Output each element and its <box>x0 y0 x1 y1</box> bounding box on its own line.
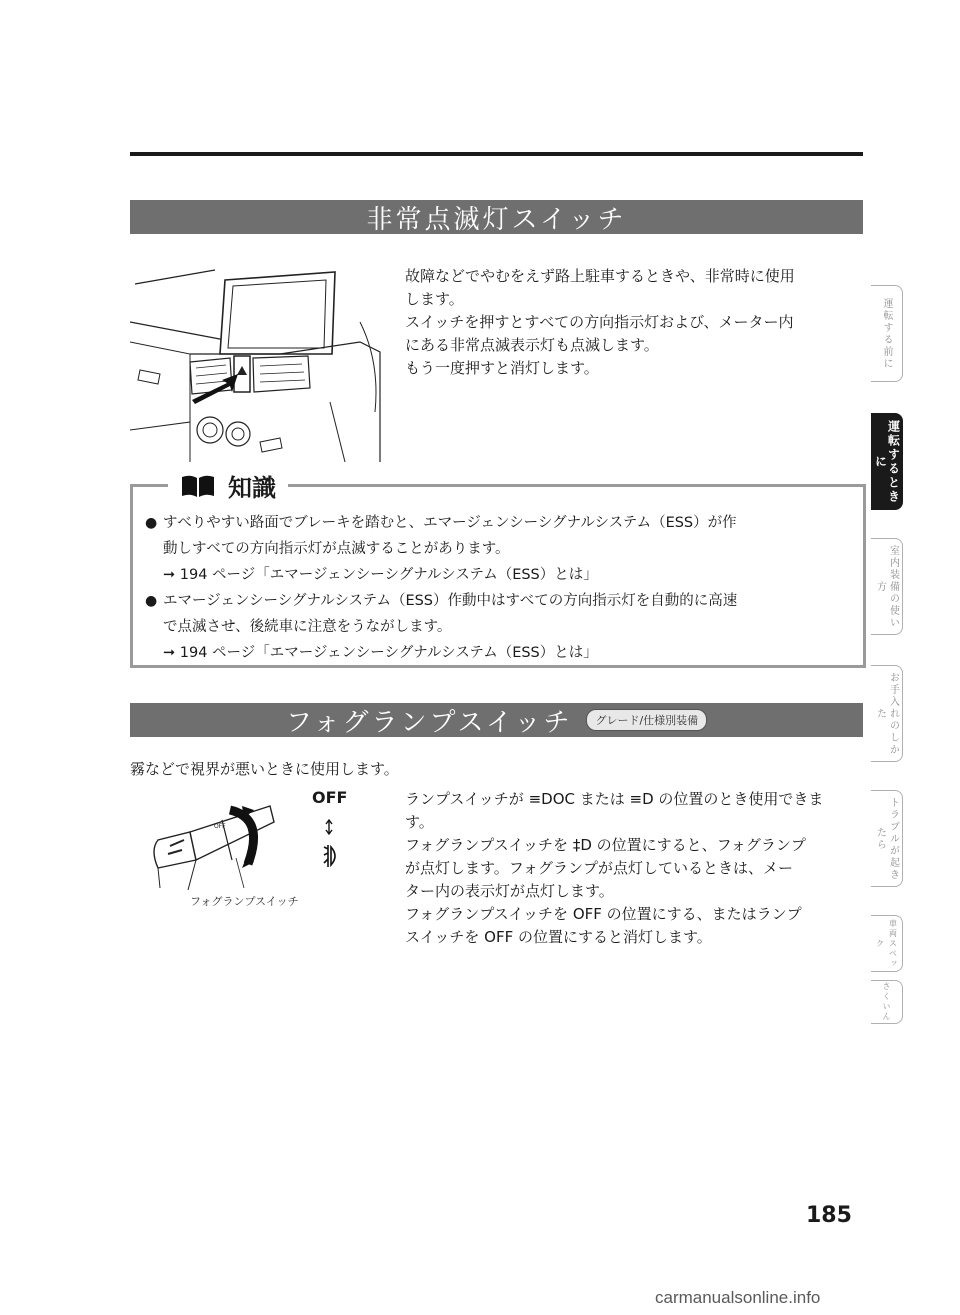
off-label: OFF <box>312 788 348 807</box>
bullet: ● <box>145 515 158 531</box>
section-title-text: フォグランプスイッチ <box>285 707 573 738</box>
grade-badge: グレード/仕様別装備 <box>586 709 707 731</box>
paragraph-line: にある非常点滅表示灯も点滅します。 <box>405 336 659 354</box>
top-rule <box>130 152 863 156</box>
svg-text:OFF: OFF <box>214 823 226 830</box>
fog-lamp-icon <box>324 845 328 867</box>
side-tab-label: 運転するときに <box>873 419 901 504</box>
fog-description <box>405 788 865 949</box>
paragraph-line: ランプスイッチが ≡DOC または ≡D の位置のとき使用できま <box>405 790 824 808</box>
side-tab-troubleshooting[interactable] <box>871 790 903 887</box>
section-title-hazard <box>130 200 863 234</box>
page-number: 185 <box>806 1203 852 1228</box>
hazard-description <box>405 265 865 380</box>
item-text: すべりやすい路面でブレーキを踏むと、エマージェンシーシグナルシステム（ESS）が作 <box>163 515 737 531</box>
paragraph-line: スイッチを OFF の位置にすると消灯します。 <box>405 928 712 946</box>
side-tab-label: お手入れのしかた <box>874 671 899 756</box>
section-title-text: 非常点滅灯スイッチ <box>366 204 627 235</box>
section-title-fog <box>130 703 863 737</box>
updown-arrow-icon <box>326 820 332 834</box>
open-book-icon <box>180 473 216 499</box>
knowledge-title <box>168 468 288 503</box>
fog-intro: 霧などで視界が悪いときに使用します。 <box>130 760 399 778</box>
paragraph-line: します。 <box>405 290 464 308</box>
bullet: ● <box>145 593 158 609</box>
paragraph-line: ター内の表示灯が点灯します。 <box>405 882 614 900</box>
paragraph-line: フォグランプスイッチを ‡D の位置にすると、フォグランプ <box>405 836 806 854</box>
side-tab-label: さくいん <box>882 982 891 1022</box>
item-text: で点滅させ、後続車に注意をうながします。 <box>163 619 452 635</box>
side-tab-index[interactable] <box>871 980 903 1024</box>
side-tab-label: 室内装備の使い方 <box>874 544 899 629</box>
paragraph-line: が点灯します。フォグランプが点灯しているときは、メー <box>405 859 794 877</box>
paragraph-line: フォグランプスイッチを OFF の位置にする、またはランプ <box>405 905 802 923</box>
side-tab-interior[interactable] <box>871 538 903 635</box>
page-reference-link[interactable]: ➞ 194 ページ「エマージェンシーシグナルシステム（ESS）とは」 <box>163 645 598 661</box>
item-text: エマージェンシーシグナルシステム（ESS）作動中はすべての方向指示灯を自動的に高速 <box>163 593 738 609</box>
item-text: 動しすべての方向指示灯が点滅することがあります。 <box>163 541 510 557</box>
side-tab-before-driving[interactable] <box>871 285 903 382</box>
fog-position-indicator <box>320 815 340 875</box>
paragraph-line: 故障などでやむをえず路上駐車するときや、非常時に使用 <box>405 267 795 285</box>
page-reference-link[interactable]: ➞ 194 ページ「エマージェンシーシグナルシステム（ESS）とは」 <box>163 567 598 583</box>
knowledge-item <box>145 588 855 666</box>
side-tab-label: 車両スペック <box>875 918 898 969</box>
side-tab-while-driving[interactable] <box>871 413 903 510</box>
side-tab-label: トラブルが起きたら <box>874 796 899 881</box>
side-tab-label: 運転する前に <box>881 297 892 370</box>
watermark: carmanualsonline.info <box>655 1288 821 1307</box>
fog-switch-caption: フォグランプスイッチ <box>190 895 299 908</box>
side-tab-maintenance[interactable] <box>871 665 903 762</box>
fog-switch-illustration <box>150 800 280 890</box>
paragraph-line: もう一度押すと消灯します。 <box>405 359 599 377</box>
paragraph-line: スイッチを押すとすべての方向指示灯および、メーター内 <box>405 313 794 331</box>
paragraph-line: す。 <box>405 813 434 831</box>
side-tab-specifications[interactable] <box>871 915 903 972</box>
hazard-switch-illustration <box>130 262 390 462</box>
knowledge-item <box>145 510 855 588</box>
knowledge-title-text: 知識 <box>228 474 276 502</box>
